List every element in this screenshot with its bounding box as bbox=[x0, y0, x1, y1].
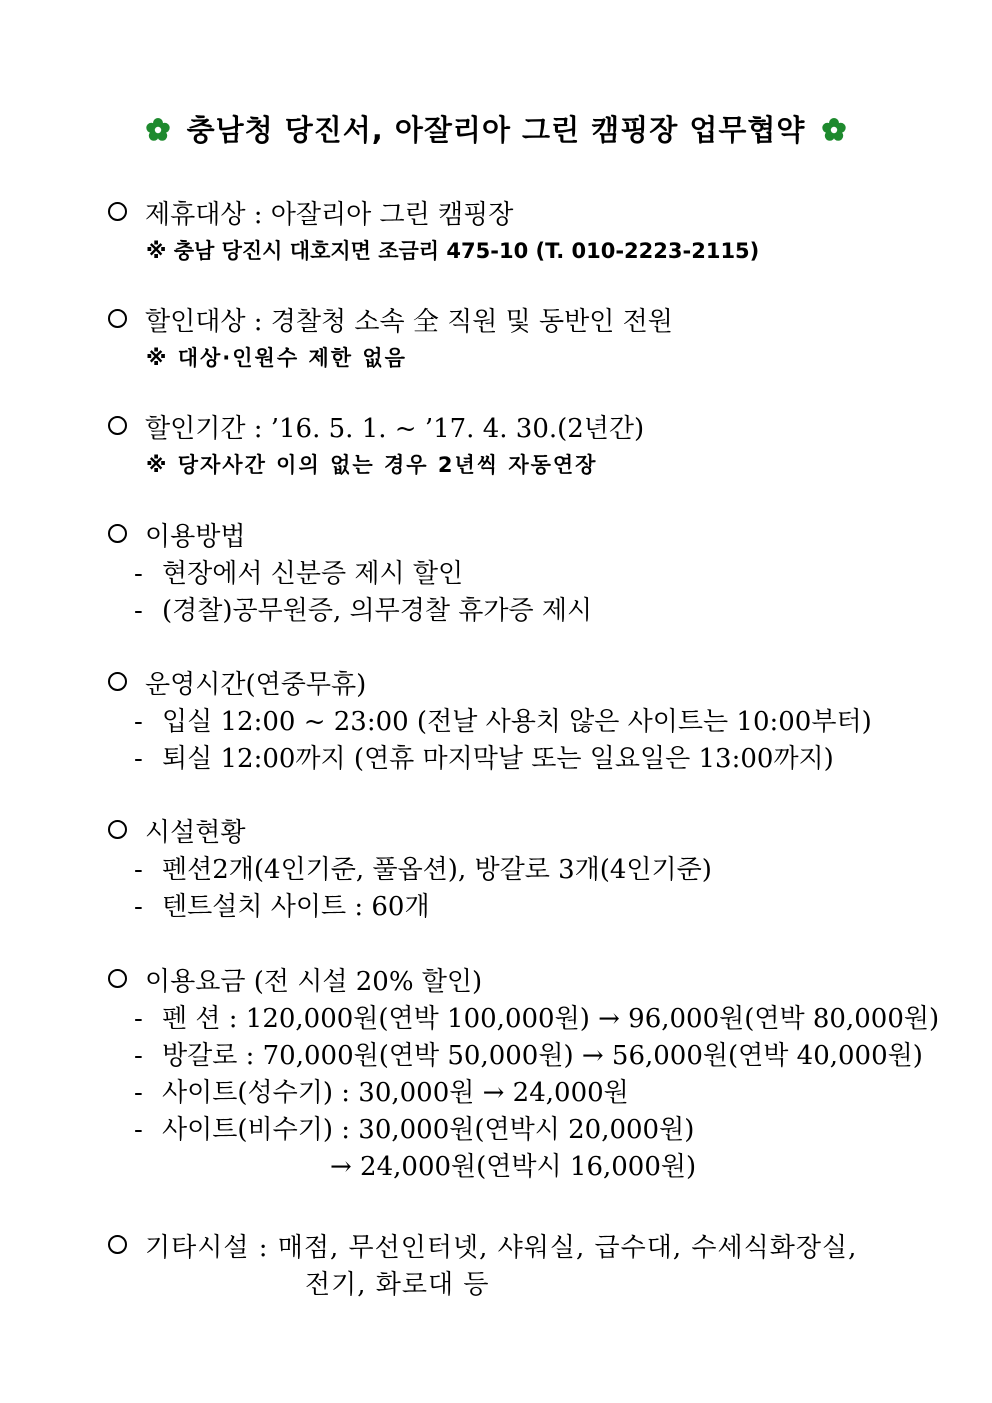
flower-icon bbox=[821, 117, 847, 143]
section-other-facilities bbox=[108, 1229, 857, 1304]
list-item: - 사이트(성수기) : 30,000원 → 24,000원 bbox=[134, 1078, 629, 1108]
list-item-continuation: → 24,000원(연박시 16,000원) bbox=[330, 1152, 697, 1182]
list-item: - 방갈로 : 70,000원(연박 50,000원) → 56,000원(연박 40,000원) bbox=[134, 1041, 923, 1071]
section-partner bbox=[108, 196, 759, 268]
list-item: - 펜 션 : 120,000원(연박 100,000원) → 96,000원(연박 80,000원) bbox=[134, 1004, 940, 1034]
section-note: ※ 대상·인원수 제한 없음 bbox=[146, 346, 407, 370]
section-heading: 제휴대상 : 아잘리아 그린 캠핑장 bbox=[108, 196, 759, 234]
circle-bullet-icon bbox=[108, 672, 127, 691]
flower-icon bbox=[145, 117, 171, 143]
section-heading: 이용방법 bbox=[108, 518, 592, 556]
section-heading: 할인기간 : ’16. 5. 1. ~ ’17. 4. 30.(2년간) bbox=[108, 410, 644, 448]
section-hours bbox=[108, 666, 872, 778]
section-heading: 할인대상 : 경찰청 소속 全 직원 및 동반인 전원 bbox=[108, 303, 673, 341]
section-discount-period bbox=[108, 410, 644, 482]
circle-bullet-icon bbox=[108, 202, 127, 221]
circle-bullet-icon bbox=[108, 524, 127, 543]
list-item: - (경찰)공무원증, 의무경찰 휴가증 제시 bbox=[134, 596, 593, 626]
list-item-continuation: 전기, 화로대 등 bbox=[305, 1270, 490, 1300]
section-fees bbox=[108, 963, 939, 1186]
section-facilities bbox=[108, 814, 712, 926]
list-item: - 사이트(비수기) : 30,000원(연박시 20,000원) bbox=[134, 1115, 695, 1145]
circle-bullet-icon bbox=[108, 1235, 127, 1254]
list-item: - 텐트설치 사이트 : 60개 bbox=[134, 892, 430, 922]
section-usage bbox=[108, 518, 592, 630]
section-note: ※ 당자사간 이의 없는 경우 2년씩 자동연장 bbox=[146, 453, 598, 477]
page-title bbox=[0, 108, 992, 149]
list-item: - 현장에서 신분증 제시 할인 bbox=[134, 559, 464, 589]
section-heading: 기타시설 : 매점, 무선인터넷, 샤워실, 급수대, 수세식화장실, bbox=[108, 1229, 857, 1267]
circle-bullet-icon bbox=[108, 309, 127, 328]
section-heading: 운영시간(연중무휴) bbox=[108, 666, 872, 704]
circle-bullet-icon bbox=[108, 416, 127, 435]
list-item: - 입실 12:00 ~ 23:00 (전날 사용치 않은 사이트는 10:00부터) bbox=[134, 707, 872, 737]
section-heading: 이용요금 (전 시설 20% 할인) bbox=[108, 963, 939, 1001]
section-heading: 시설현황 bbox=[108, 814, 712, 852]
circle-bullet-icon bbox=[108, 969, 127, 988]
list-item: - 펜션2개(4인기준, 풀옵션), 방갈로 3개(4인기준) bbox=[134, 855, 712, 885]
circle-bullet-icon bbox=[108, 820, 127, 839]
section-note: ※ 충남 당진시 대호지면 조금리 475-10 (T. 010-2223-2115) bbox=[146, 239, 760, 263]
list-item: - 퇴실 12:00까지 (연휴 마지막날 또는 일요일은 13:00까지) bbox=[134, 744, 834, 774]
section-discount-target bbox=[108, 303, 673, 375]
title-text: 충남청 당진서, 아잘리아 그린 캠핑장 업무협약 bbox=[186, 113, 806, 147]
